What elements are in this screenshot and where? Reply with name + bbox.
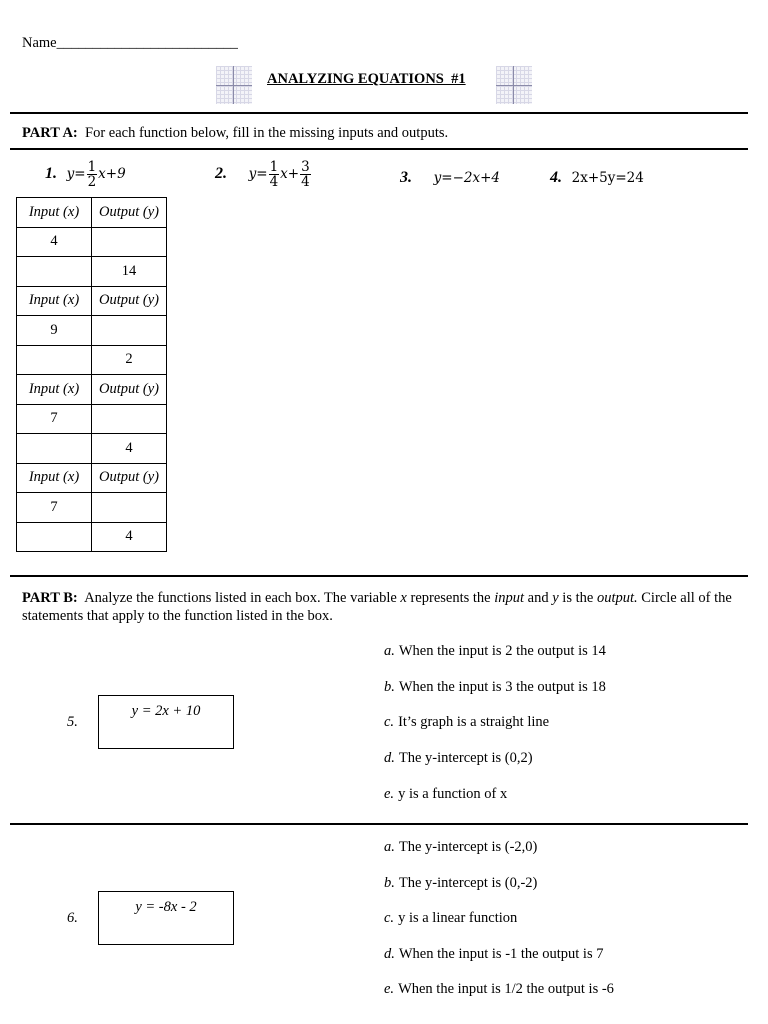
name-blank: _________________________ <box>56 35 238 51</box>
part-a-label: PART A: <box>22 125 78 141</box>
problem-4-equation: 2x+5y=24 <box>571 170 644 186</box>
problem-5-equation: y = 2x + 10 <box>131 703 201 719</box>
input-cell[interactable] <box>17 345 92 375</box>
divider-problem-6 <box>10 823 748 825</box>
output-cell[interactable] <box>92 493 167 523</box>
table-row <box>17 434 167 464</box>
table-header-row <box>17 463 167 493</box>
problem-6-option-d[interactable]: d. When the input is -1 the output is 7 <box>384 946 604 962</box>
table-row <box>17 493 167 523</box>
input-cell[interactable]: 7 <box>17 493 92 523</box>
table-row <box>17 316 167 346</box>
worksheet-title: ANALYZING EQUATIONS #1 <box>267 71 466 87</box>
table-header-row <box>17 375 167 405</box>
problem-5-equation-box <box>98 695 234 749</box>
output-header: Output (y) <box>92 375 167 405</box>
input-header: Input (x) <box>17 286 92 316</box>
input-header: Input (x) <box>17 375 92 405</box>
output-header: Output (y) <box>92 463 167 493</box>
input-cell[interactable]: 4 <box>17 227 92 257</box>
divider-part-a <box>10 148 748 150</box>
input-header: Input (x) <box>17 463 92 493</box>
output-cell[interactable] <box>92 404 167 434</box>
problem-5-option-c[interactable]: c. It’s graph is a straight line <box>384 714 550 730</box>
problem-2-fraction-1: $\frac{1}{4}$ <box>269 159 279 191</box>
name-label: Name <box>22 35 57 51</box>
output-cell[interactable]: 2 <box>92 345 167 375</box>
problem-6-option-b[interactable]: b. The y-intercept is (0,-2) <box>384 875 538 891</box>
problem-2-lhs: y= <box>248 166 268 182</box>
table-row <box>17 257 167 287</box>
table-row <box>17 227 167 257</box>
input-cell[interactable] <box>17 257 92 287</box>
part-a-instructions <box>22 125 448 142</box>
part-b-text-5: Circle all of the statements that apply to the function listed in the box. <box>22 590 732 624</box>
table-header-row <box>17 286 167 316</box>
problem-1-number: 1. <box>45 165 57 182</box>
graph-grid-icon-right <box>496 66 532 104</box>
problem-2 <box>215 160 312 189</box>
problem-5-option-d[interactable]: d. The y-intercept is (0,2) <box>384 750 533 766</box>
output-cell[interactable] <box>92 227 167 257</box>
part-b-label: PART B: <box>22 590 78 606</box>
part-b-var-x: x <box>400 590 407 606</box>
table-header-row <box>17 198 167 228</box>
graph-grid-icon-left <box>216 66 252 104</box>
input-cell[interactable]: 9 <box>17 316 92 346</box>
problem-6-equation: y = -8x - 2 <box>135 899 197 915</box>
problem-4-number: 4. <box>550 169 562 186</box>
part-b-text-1: Analyze the functions listed in each box. The variable <box>84 590 401 606</box>
output-header: Output (y) <box>92 198 167 228</box>
problem-6-equation-box <box>98 891 234 945</box>
problem-1-rhs: x+9 <box>98 166 126 182</box>
problem-5-option-e[interactable]: e. y is a function of x <box>384 786 508 802</box>
problem-2-fraction-2: $\frac{3}{4}$ <box>301 159 310 191</box>
table-row <box>17 522 167 552</box>
problem-5-number: 5. <box>67 714 78 730</box>
problem-6-option-c[interactable]: c. y is a linear function <box>384 910 518 926</box>
part-b-output-word: output. <box>596 590 638 606</box>
problem-6-option-a[interactable]: a. The y-intercept is (-2,0) <box>384 839 538 855</box>
divider-part-b <box>10 575 748 577</box>
output-header: Output (y) <box>92 286 167 316</box>
part-b-var-y: y <box>552 590 559 606</box>
output-cell[interactable] <box>92 316 167 346</box>
output-cell[interactable]: 4 <box>92 434 167 464</box>
problem-5-option-b[interactable]: b. When the input is 3 the output is 18 <box>384 679 606 695</box>
divider-top <box>10 112 748 114</box>
part-b-instructions <box>22 589 738 625</box>
output-cell[interactable]: 4 <box>92 522 167 552</box>
table-row <box>17 404 167 434</box>
input-cell[interactable] <box>17 434 92 464</box>
problem-3-number: 3. <box>400 169 412 186</box>
output-cell[interactable]: 14 <box>92 257 167 287</box>
part-b-text-3: and <box>524 590 553 606</box>
input-cell[interactable]: 7 <box>17 404 92 434</box>
problem-3-equation: y=−2x+4 <box>433 170 500 186</box>
problem-2-number: 2. <box>215 165 227 182</box>
problem-3 <box>400 169 500 187</box>
table-row <box>17 345 167 375</box>
problem-2-mid: x+ <box>280 166 300 182</box>
problem-4 <box>550 169 644 187</box>
problem-1 <box>45 160 126 189</box>
problem-1-lhs: y= <box>66 166 86 182</box>
name-field[interactable] <box>22 35 238 52</box>
part-b-text-4: is the <box>558 590 597 606</box>
input-cell[interactable] <box>17 522 92 552</box>
input-header: Input (x) <box>17 198 92 228</box>
problem-6-option-e[interactable]: e. When the input is 1/2 the output is -6 <box>384 981 614 997</box>
part-b-input-word: input <box>494 590 525 606</box>
input-output-table <box>16 197 167 552</box>
problem-6-number: 6. <box>67 910 78 926</box>
problem-5-option-a[interactable]: a. When the input is 2 the output is 14 <box>384 643 606 659</box>
problem-1-fraction: $\frac{1}{2}$ <box>87 159 97 191</box>
part-b-text-2: represents the <box>406 590 495 606</box>
part-a-text: For each function below, fill in the missing inputs and outputs. <box>85 125 449 141</box>
